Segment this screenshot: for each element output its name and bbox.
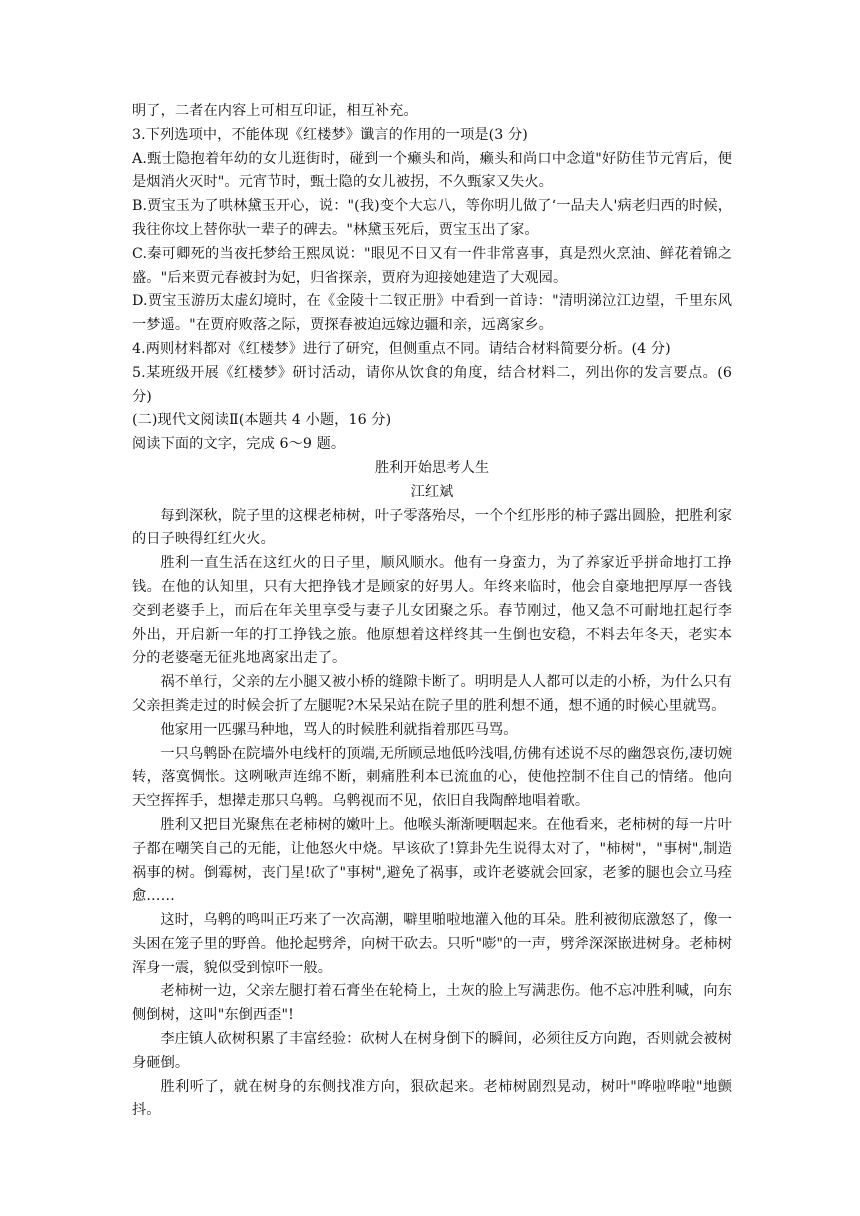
- article-paragraph: 胜利又把目光聚焦在老柿树的嫩叶上。他喉头渐渐哽咽起来。在他看来，老柿树的每一片叶子都在嘲笑自己的无能，让他怒火中烧。早该砍了!算卦先生说得太对了，"柿树"，"事树",制造祸事的树。倒霉树，丧门星!砍了"事树",避免了祸事，或许老婆就会回家，老爹的腿也会立马痊愈……: [132, 816, 732, 905]
- question-3-option-c: C.秦可卿死的当夜托梦给王熙凤说："眼见不日又有一件非常喜事，真是烈火烹油、鲜花着锦之盛。"后来贾元春被封为妃，归省探亲，贾府为迎接她建造了大观园。: [132, 245, 732, 286]
- section-2-title: (二)现代文阅读Ⅱ(本题共 4 小题，16 分): [132, 412, 392, 429]
- document-page: [132, 100, 732, 1123]
- article-paragraph: 祸不单行，父亲的左小腿又被小桥的缝隙卡断了。明明是人人都可以走的小桥，为什么只有父亲担粪走过的时候会折了左腿呢?木呆呆站在院子里的胜利想不通，想不通的时候心里就骂。: [132, 674, 732, 714]
- article-paragraph: 每到深秋，院子里的这棵老柿树，叶子零落殆尽，一个个红彤彤的柿子露出圆脸，把胜利家的日子映得红红火火。: [132, 507, 732, 548]
- question-3-option-a: A.甄士隐抱着年幼的女儿逛街时，碰到一个癞头和尚，癞头和尚口中念道"好防佳节元宵后，便是烟消火灭时"。元宵节时，甄士隐的女儿被拐，不久甄家又失火。: [132, 150, 732, 191]
- article-paragraph: 老柿树一边，父亲左腿打着石膏坐在轮椅上，土灰的脸上写满悲伤。他不忘冲胜利喊，向东侧倒树，这叫"东倒西歪"!: [132, 983, 732, 1024]
- question-4: 4.两则材料都对《红楼梦》进行了研究，但侧重点不同。请结合材料简要分析。(4 分): [132, 340, 671, 357]
- article-paragraph: 胜利一直生活在这红火的日子里，顺风顺水。他有一身蛮力，为了养家近乎拼命地打工挣钱。在他的认知里，只有大把挣钱才是顾家的好男人。年终来临时，他会自豪地把厚厚一沓钱交到老婆手上，而后在年关里享受与妻子儿女团聚之乐。春节刚过，他又急不可耐地扛起行李外出，开启新一年的打工挣钱之旅。他原想着这样终其一生倒也安稳，不料去年冬天，老实本分的老婆毫无征兆地离家出走了。: [132, 555, 732, 667]
- article-paragraph: 他家用一匹骡马种地，骂人的时候胜利就指着那匹马骂。: [160, 721, 518, 738]
- reading-instruction: 阅读下面的文字，完成 6～9 题。: [132, 436, 346, 453]
- article-paragraph: 李庄镇人砍树积累了丰富经验：砍树人在树身倒下的瞬间，必须往反方向跑，否则就会被树身砸倒。: [132, 1031, 732, 1071]
- article-paragraph: 这时，乌鹎的鸣叫正巧来了一次高潮，噼里啪啦地灌入他的耳朵。胜利被彻底激怒了，像一头困在笼子里的野兽。他抡起劈斧，向树干砍去。只听"嘭"的一声，劈斧深深嵌进树身。老柿树浑身一震，貌似受到惊吓一般。: [132, 912, 732, 976]
- question-5: 5.某班级开展《红楼梦》研讨活动，请你从饮食的角度，结合材料二，列出你的发言要点。(6 分): [132, 364, 732, 405]
- question-3-stem: 3.下列选项中，不能体现《红楼梦》谶言的作用的一项是(3 分): [132, 126, 528, 143]
- question-3-option-b: B.贾宝玉为了哄林黛玉开心，说："(我)变个大忘八，等你明儿做了‘一品夫人'病老归西的时候，我往你坟上替你驮一辈子的碑去。"林黛玉死后，贾宝玉出了家。: [132, 198, 732, 238]
- article-paragraph: 胜利听了，就在树身的东侧找准方向，狠砍起来。老柿树剧烈晃动，树叶"哗啦哗啦"地颤抖。: [132, 1078, 732, 1119]
- intro-tail: 明了，二者在内容上可相互印证，相互补充。: [132, 103, 418, 119]
- article-title: 胜利开始思考人生: [374, 459, 490, 476]
- article-paragraph: 一只乌鹎卧在院墙外电线杆的顶端,无所顾忌地低吟浅唱,仿佛有述说不尽的幽怨哀伤,凄切婉转，落寞惆怅。这咧啾声连绵不断，刺痛胜利本已流血的心，使他控制不住自己的情绪。他向天空挥挥手，想撵走那只乌鹎。乌鹎视而不见，依旧自我陶醉地唱着歌。: [132, 745, 732, 810]
- article-author: 江红斌: [410, 483, 454, 500]
- question-3-option-d: D.贾宝玉游历太虚幻境时，在《金陵十二钗正册》中看到一首诗："清明涕泣江边望，千里东风一梦遥。"在贾府败落之际，贾探春被迫远嫁边疆和亲，远离家乡。: [132, 293, 732, 334]
